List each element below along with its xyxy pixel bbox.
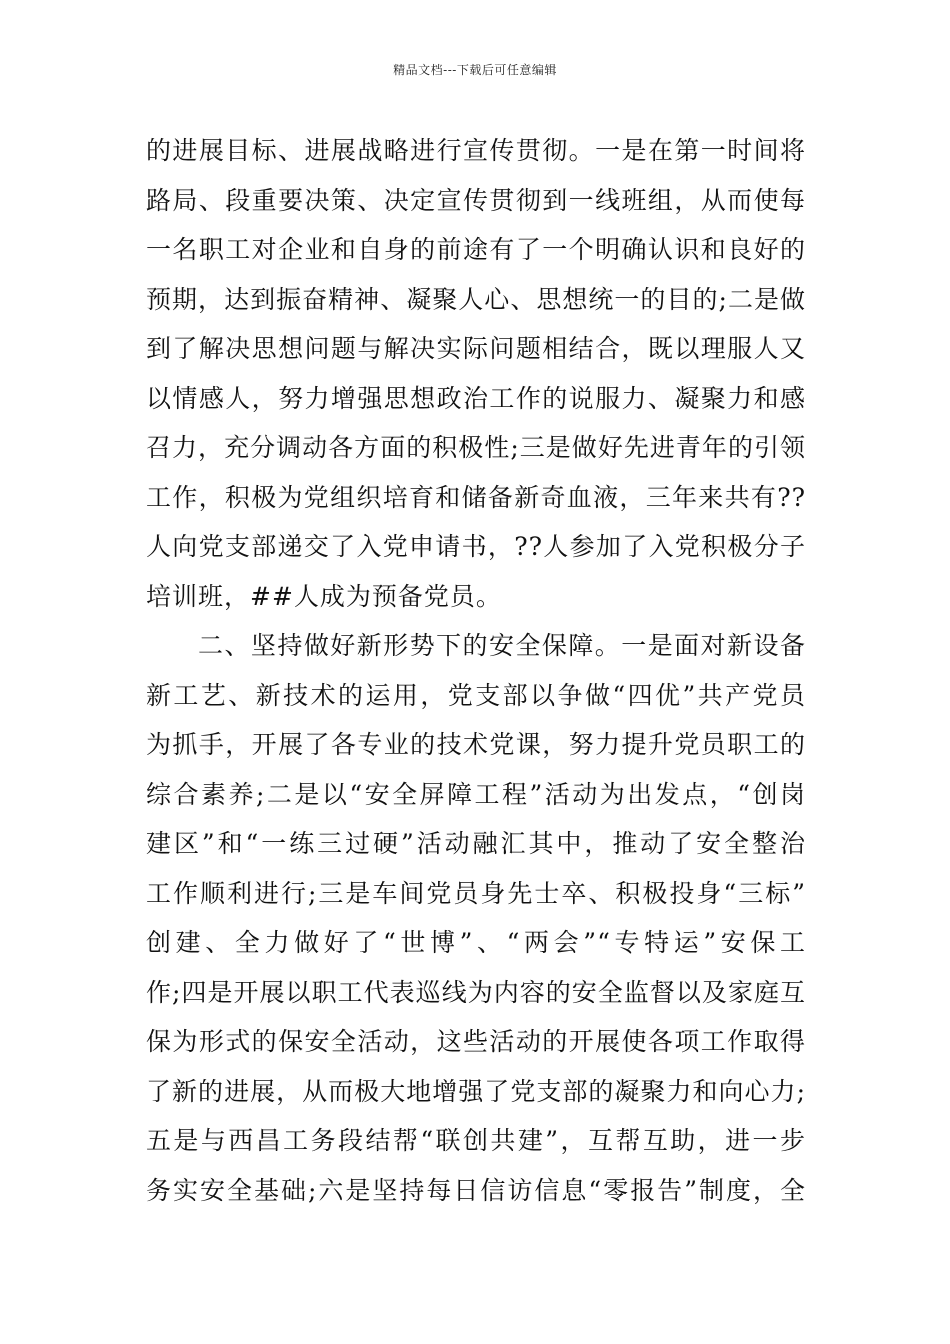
- text-line: 工作，积极为党组织培育和储备新奇血液，三年来共有??: [146, 482, 806, 512]
- paragraph-1: [146, 126, 806, 621]
- text-line: 了新的进展，从而极大地增强了党支部的凝聚力和向心力;: [146, 1076, 806, 1106]
- text-line: 五是与西昌工务段结帮“联创共建”，互帮互助，进一步: [146, 1126, 806, 1155]
- body-text: [146, 126, 806, 1215]
- text-line: 一名职工对企业和自身的前途有了一个明确认识和良好的: [146, 235, 806, 264]
- text-line: 作;四是开展以职工代表巡线为内容的安全监督以及家庭互: [146, 977, 806, 1007]
- text-line: 新工艺、新技术的运用，党支部以争做“四优”共产党员: [146, 680, 806, 710]
- text-line: 预期，达到振奋精神、凝聚人心、思想统一的目的;二是做: [146, 284, 806, 314]
- text-line: 二、坚持做好新形势下的安全保障。一是面对新设备: [198, 631, 806, 660]
- text-line: 人向党支部递交了入党申请书，??人参加了入党积极分子: [146, 532, 806, 561]
- text-line: 的进展目标、进展战略进行宣传贯彻。一是在第一时间将: [146, 136, 806, 165]
- text-line: 工作顺利进行;三是车间党员身先士卒、积极投身“三标”: [146, 878, 806, 908]
- text-line: 综合素养;二是以“安全屏障工程”活动为出发点，“创岗: [146, 779, 806, 809]
- text-line: 建区”和“一练三过硬”活动融汇其中，推动了安全整治: [146, 829, 806, 858]
- text-line: 务实安全基础;六是坚持每日信访信息“零报告”制度，全: [146, 1175, 806, 1205]
- text-line: 创建、全力做好了“世博”、“两会”“专特运”安保工: [146, 928, 806, 957]
- text-line: 以情感人，努力增强思想政治工作的说服力、凝聚力和感: [146, 383, 806, 413]
- text-line: 保为形式的保安全活动，这些活动的开展使各项工作取得: [146, 1027, 806, 1056]
- page-header: 精品文档---下载后可任意编辑: [393, 63, 557, 77]
- paragraph-2: [146, 621, 806, 1215]
- text-line: 培训班，##人成为预备党员。: [146, 581, 502, 611]
- text-line: 路局、段重要决策、决定宣传贯彻到一线班组，从而使每: [146, 185, 806, 215]
- text-line: 召力，充分调动各方面的积极性;三是做好先进青年的引领: [146, 433, 806, 462]
- text-line: 到了解决思想问题与解决实际问题相结合，既以理服人又: [146, 334, 806, 363]
- text-line: 为抓手，开展了各专业的技术党课，努力提升党员职工的: [146, 730, 806, 759]
